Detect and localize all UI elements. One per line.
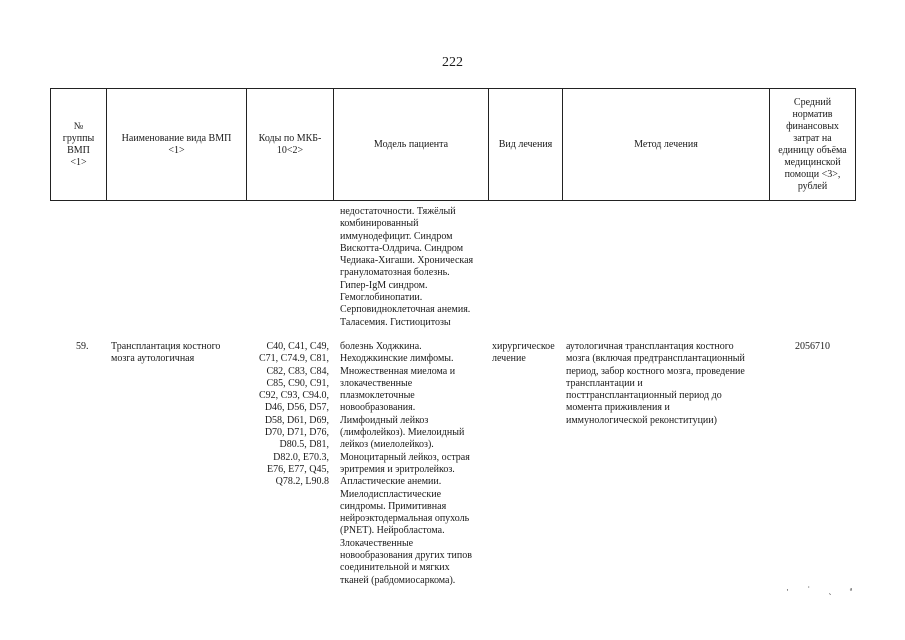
header-treatment-method: Метод лечения: [634, 138, 698, 150]
row-treatment-method: аутологичная трансплантация костного мозга (включая предтрансплантационный период, забор костного мозга, проведение трансплантации и посттрансплантационный период до момента приживления и иммунологической реконституции): [566, 341, 745, 426]
row-group-number: 59.: [76, 341, 89, 352]
header-treatment-type: Вид лечения: [498, 138, 553, 150]
table-header-bottom-border: [50, 200, 856, 201]
row-icd-codes: C40, C41, C49, C71, C74.9, C81, C82, C83, C84, C85, C90, C91, C92, C93, C94.0, D46, D56, D57, D58, D61, D69, D70, D71, D76, D80.5, D81, D82.0, E70.3, E76, E77, Q45, Q78.2, L90.8: [258, 341, 329, 488]
continuation-patient-model: недостаточности. Тяжёлый комбинированный иммунодефицит. Синдром Вискотта-Олдрича. Синдром Чедиака-Хигаши. Хроническая грануломатозная болезнь. Гипер-IgM синдром. Гемоглобинопатии. Серповидноклеточная анемия. Таласемия. Гистиоцитозы: [340, 206, 474, 328]
row-treatment-type: хирургическое лечение: [492, 341, 555, 365]
header-vmp-name: Наименование вида ВМП <1>: [121, 132, 232, 156]
header-icd-codes: Коды по МКБ- 10<2>: [258, 132, 322, 156]
footer-marks: · ˙ ˏ ᵃ: [786, 585, 861, 595]
row-avg-cost: 2056710: [795, 341, 830, 352]
row-patient-model: болезнь Ходжкина. Неходжкинские лимфомы. Множественная миелома и злокачественные плазмоклеточные новообразования. Лимфоидный лейкоз (лимфолейкоз). Миелоидный лейкоз (миелолейкоз). Моноцитарный лейкоз, острая эритремия и эритролейкоз. Апластические анемии. Миелодиспластические синдромы. Примитивная нейроэктодермальная опухоль (PNET). Нейробластома. Злокачественные новообразования других типов соединительной и мягких тканей (рабдомиосаркома).: [340, 341, 472, 586]
page-number: 222: [442, 55, 463, 70]
header-avg-cost: Средний норматив финансовых затрат на единицу объёма медицинской помощи <3>, рублей: [778, 96, 847, 192]
header-patient-model: Модель пациента: [373, 138, 449, 150]
row-vmp-name: Трансплантация костного мозга аутологичная: [111, 341, 221, 365]
column-divider: [855, 88, 856, 201]
header-group-number: № группы ВМП <1>: [62, 120, 95, 168]
